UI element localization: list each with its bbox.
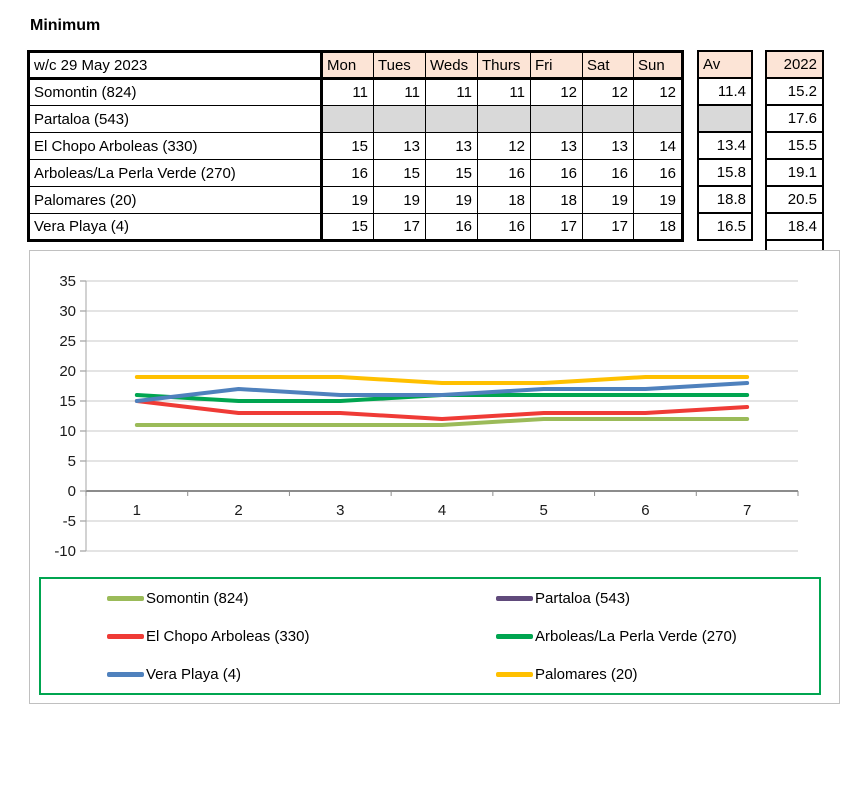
legend-label: Arboleas/La Perla Verde (270) — [535, 627, 737, 645]
y-axis-label: -10 — [54, 543, 76, 560]
legend-item — [430, 666, 819, 683]
average-table-header-row — [698, 51, 752, 78]
day-value-cell[interactable] — [426, 106, 478, 133]
legend-label: Vera Playa (4) — [146, 665, 242, 683]
day-value-cell[interactable]: 13 — [426, 133, 478, 160]
year-value-cell[interactable]: 18.4 — [766, 213, 823, 240]
day-value-cell[interactable]: 15 — [426, 160, 478, 187]
legend-label: El Chopo Arboleas (330) — [146, 627, 310, 645]
day-value-cell[interactable]: 17 — [531, 214, 583, 241]
y-axis-label: 30 — [59, 303, 76, 320]
average-value-cell[interactable]: 18.8 — [698, 186, 752, 213]
year-value-cell[interactable]: 20.5 — [766, 186, 823, 213]
day-value-cell[interactable] — [322, 106, 374, 133]
day-value-cell[interactable]: 17 — [374, 214, 426, 241]
series-line — [137, 401, 747, 419]
day-value-cell[interactable] — [531, 106, 583, 133]
average-value-cell[interactable]: 11.4 — [698, 78, 752, 105]
row-label-cell[interactable]: Vera Playa (4) — [29, 214, 322, 241]
chart-object[interactable] — [29, 250, 840, 704]
y-axis-label: 10 — [59, 423, 76, 440]
day-value-cell[interactable]: 17 — [583, 214, 634, 241]
year-header-cell[interactable]: 2022 — [766, 51, 823, 78]
row-label-cell[interactable]: Arboleas/La Perla Verde (270) — [29, 160, 322, 187]
x-axis-label: 6 — [641, 502, 650, 519]
average-value-cell[interactable]: 15.8 — [698, 159, 752, 186]
chart-legend — [39, 577, 821, 695]
legend-line-swatch — [496, 596, 533, 601]
day-value-cell[interactable]: 18 — [634, 214, 683, 241]
day-value-cell[interactable] — [634, 106, 683, 133]
day-value-cell[interactable]: 11 — [478, 79, 531, 106]
page-title: Minimum — [30, 17, 101, 34]
day-value-cell[interactable]: 19 — [583, 187, 634, 214]
average-value-cell[interactable]: 13.4 — [698, 132, 752, 159]
day-value-cell[interactable]: 15 — [322, 214, 374, 241]
year-value-cell[interactable]: 19.1 — [766, 159, 823, 186]
year-table-row — [766, 105, 823, 132]
week-table-row — [29, 160, 683, 187]
y-axis-label: 15 — [59, 393, 76, 410]
day-value-cell[interactable]: 16 — [322, 160, 374, 187]
legend-item — [430, 628, 819, 645]
x-axis-label: 4 — [437, 502, 447, 519]
average-value-cell[interactable] — [698, 105, 752, 132]
day-value-cell[interactable]: 16 — [478, 214, 531, 241]
x-axis-label: 7 — [742, 502, 752, 519]
year-table-header-row — [766, 51, 823, 78]
day-value-cell[interactable]: 13 — [583, 133, 634, 160]
chart-plot-area — [30, 251, 839, 577]
legend-label: Partaloa (543) — [535, 589, 631, 607]
year-value-cell[interactable]: 17.6 — [766, 105, 823, 132]
day-value-cell[interactable]: 13 — [374, 133, 426, 160]
row-label-cell[interactable]: Partaloa (543) — [29, 106, 322, 133]
day-value-cell[interactable]: 12 — [583, 79, 634, 106]
day-header-weds[interactable]: Weds — [426, 52, 478, 79]
day-value-cell[interactable]: 19 — [374, 187, 426, 214]
day-value-cell[interactable]: 14 — [634, 133, 683, 160]
day-value-cell[interactable]: 19 — [322, 187, 374, 214]
day-value-cell[interactable]: 15 — [374, 160, 426, 187]
year-table-row — [766, 78, 823, 105]
average-table-row — [698, 159, 752, 186]
legend-line-swatch — [496, 634, 533, 639]
y-axis-label: 35 — [59, 273, 76, 290]
legend-item — [41, 666, 430, 683]
average-table — [697, 50, 753, 241]
year-value-cell[interactable]: 15.2 — [766, 78, 823, 105]
legend-line-swatch — [107, 596, 144, 601]
row-label-cell[interactable]: El Chopo Arboleas (330) — [29, 133, 322, 160]
day-value-cell[interactable]: 11 — [374, 79, 426, 106]
legend-line-swatch — [107, 672, 144, 677]
day-value-cell[interactable]: 16 — [426, 214, 478, 241]
y-axis-label: 25 — [59, 333, 76, 350]
year-table-row — [766, 213, 823, 240]
legend-item — [430, 590, 819, 607]
year-table-row — [766, 186, 823, 213]
average-table-row — [698, 213, 752, 240]
week-table-row — [29, 79, 683, 106]
year-table-row — [766, 132, 823, 159]
average-table-row — [698, 105, 752, 132]
day-value-cell[interactable]: 12 — [478, 133, 531, 160]
year-table-row — [766, 159, 823, 186]
day-value-cell[interactable]: 12 — [634, 79, 683, 106]
year-value-cell[interactable]: 15.5 — [766, 132, 823, 159]
x-axis-label: 3 — [336, 502, 345, 519]
legend-item — [41, 628, 430, 645]
series-line — [137, 377, 747, 383]
legend-label: Somontin (824) — [146, 589, 249, 607]
day-value-cell[interactable]: 11 — [426, 79, 478, 106]
week-of-cell[interactable]: w/c 29 May 2023 — [29, 52, 322, 79]
day-value-cell[interactable]: 15 — [322, 133, 374, 160]
legend-line-swatch — [496, 672, 533, 677]
day-value-cell[interactable]: 16 — [531, 160, 583, 187]
x-axis-label: 2 — [234, 502, 243, 519]
day-header-mon[interactable]: Mon — [322, 52, 374, 79]
legend-item — [41, 590, 430, 607]
day-value-cell[interactable]: 13 — [531, 133, 583, 160]
day-value-cell[interactable] — [583, 106, 634, 133]
day-value-cell[interactable] — [478, 106, 531, 133]
day-header-tues[interactable]: Tues — [374, 52, 426, 79]
year-2022-table — [765, 50, 824, 252]
series-line — [137, 383, 747, 401]
week-table-row — [29, 106, 683, 133]
x-axis-label: 1 — [132, 502, 142, 519]
average-value-cell[interactable]: 16.5 — [698, 213, 752, 240]
y-axis-label: 0 — [67, 483, 76, 500]
x-axis-label: 5 — [539, 502, 548, 519]
average-table-row — [698, 78, 752, 105]
row-label-cell[interactable]: Somontin (824) — [29, 79, 322, 106]
day-header-sat[interactable]: Sat — [583, 52, 634, 79]
day-value-cell[interactable]: 19 — [634, 187, 683, 214]
day-value-cell[interactable]: 19 — [426, 187, 478, 214]
average-table-row — [698, 132, 752, 159]
week-table-row — [29, 133, 683, 160]
day-value-cell[interactable]: 12 — [531, 79, 583, 106]
average-table-row — [698, 186, 752, 213]
legend-label: Palomares (20) — [535, 665, 638, 683]
week-table-row — [29, 214, 683, 241]
week-table — [27, 50, 684, 242]
day-value-cell[interactable]: 16 — [583, 160, 634, 187]
y-axis-label: -5 — [62, 513, 76, 530]
day-value-cell[interactable]: 18 — [531, 187, 583, 214]
day-header-fri[interactable]: Fri — [531, 52, 583, 79]
y-axis-label: 20 — [59, 363, 76, 380]
day-value-cell[interactable]: 16 — [478, 160, 531, 187]
y-axis-label: 5 — [67, 453, 76, 470]
day-value-cell[interactable] — [374, 106, 426, 133]
legend-line-swatch — [107, 634, 144, 639]
week-table-row — [29, 187, 683, 214]
average-header-cell[interactable]: Av — [698, 51, 752, 78]
row-label-cell[interactable]: Palomares (20) — [29, 187, 322, 214]
day-value-cell[interactable]: 16 — [634, 160, 683, 187]
day-value-cell[interactable]: 11 — [322, 79, 374, 106]
week-table-header-row — [29, 52, 683, 79]
day-value-cell[interactable]: 18 — [478, 187, 531, 214]
day-header-sun[interactable]: Sun — [634, 52, 683, 79]
day-header-thurs[interactable]: Thurs — [478, 52, 531, 79]
